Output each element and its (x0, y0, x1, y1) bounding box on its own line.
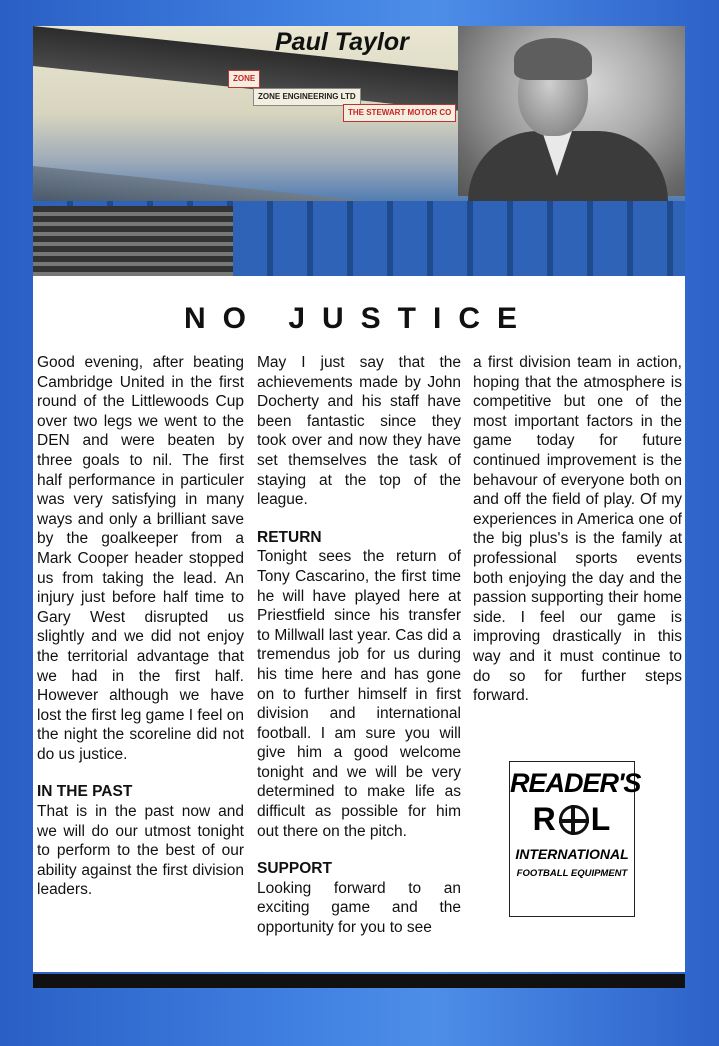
paragraph: May I just say that the achievements made by John Docherty and his staff have been fantastic since they took over and now they have set themselves the task of staying at the top of the league. (257, 354, 461, 509)
brand-football-equipment: FOOTBALL EQUIPMENT (516, 868, 628, 879)
football-icon (559, 805, 589, 835)
bottom-rule (33, 974, 685, 988)
zone-sign: ZONE (228, 70, 260, 88)
paragraph: That is in the past now and we will do our utmost tonight to perform to the best of our ability against the first division leaders. (37, 803, 244, 899)
zone-engineering-sign: ZONE ENGINEERING LTD (253, 88, 361, 106)
subheading-support: SUPPORT (257, 860, 332, 878)
programme-page (33, 26, 685, 972)
article-column-1 (37, 353, 244, 900)
brand-letter-l: L (590, 801, 612, 837)
brand-name: READER'S (510, 768, 641, 798)
author-portrait (458, 26, 685, 196)
article-column-3 (473, 353, 682, 706)
stewart-motor-sign: THE STEWART MOTOR CO (343, 104, 456, 122)
stadium-seats-dark (33, 206, 233, 276)
headline: NO JUSTICE (183, 302, 535, 335)
paragraph: Good evening, after beating Cambridge United in the first round of the Littlewoods Cup over two legs we went to the DEN and were beaten by three goals to nil. The first half performance in particuler was very satisfying in many ways and only a brilliant save by the goalkeeper from a Mark Cooper header stopped us from taking the lead. An injury just before half time to Gary West disrupted us slightly and we did not enjoy the territorial advantage that we had in the first half. However although we have lost the first leg game I feel on the night the scoreline did not do us justice. (37, 354, 244, 763)
paragraph: Looking forward to an exciting game and the opportunity for you to see (257, 879, 461, 937)
brand-letter-r: R (532, 801, 557, 837)
paragraph: a first division team in action, hoping that the atmosphere is competitive but one of the most important factors in the game today for future continued improvement is the behavour of everyone both on and off the field of play. Of my experiences in America one of the big plus's is the family at professional sports events both enjoying the day and the passion supporting their home side. I feel our game is improving drastically in this way and it must continue to do so for further steps forward. (473, 354, 682, 705)
brand-international: INTERNATIONAL (515, 846, 629, 862)
subheading-in-the-past: IN THE PAST (37, 783, 133, 801)
author-name: Paul Taylor (275, 28, 409, 56)
article-column-2 (257, 353, 461, 938)
brand-real-mark (510, 801, 634, 838)
stadium-photo (33, 26, 685, 276)
paragraph: Tonight sees the return of Tony Cascarino, the first time he will have played here at Priestfield since his transfer to Millwall last year. Cas did a tremendus job for us during his time here and has gone on to further himself in first division and international football. I am sure you will give him a good welcome tonight and we will be very determined to make life as difficult as possible for him out there on the pitch. (257, 548, 461, 840)
readers-advert (509, 761, 641, 917)
subheading-return: RETURN (257, 528, 322, 546)
